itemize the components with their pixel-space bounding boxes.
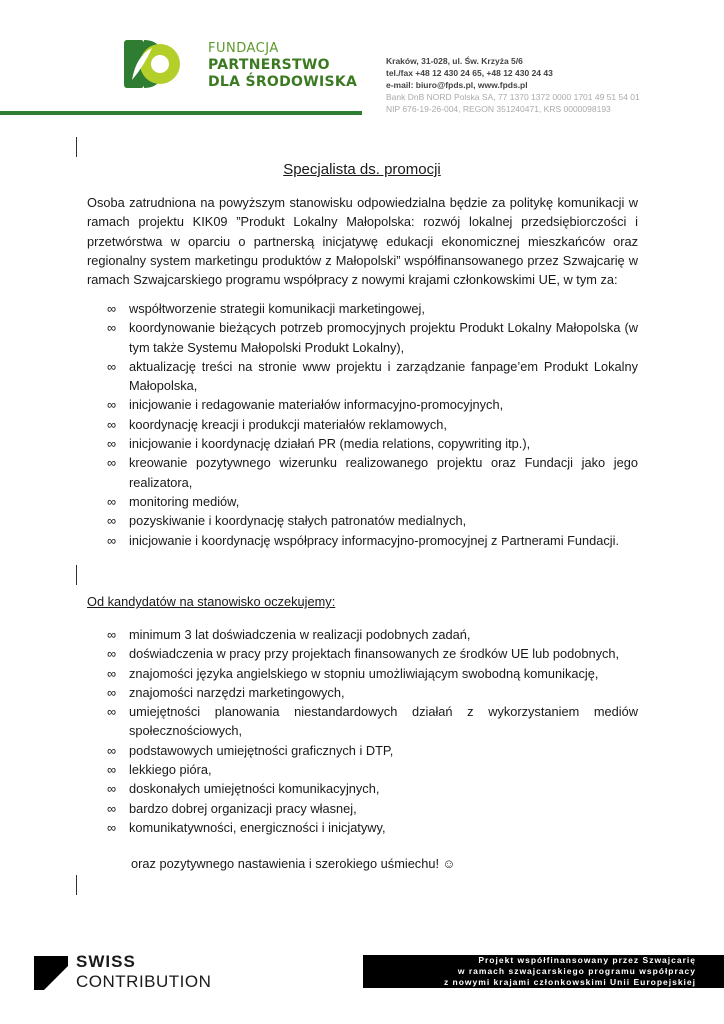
list-item-text: inicjowanie i koordynację działań PR (media relations, copywriting itp.), bbox=[129, 436, 531, 452]
bullet-icon: ∞ bbox=[107, 800, 117, 816]
project-funding-banner bbox=[363, 955, 724, 988]
swiss-line2: CONTRIBUTION bbox=[76, 972, 212, 991]
bullet-icon: ∞ bbox=[107, 646, 117, 662]
org-name-line2: PARTNERSTWO bbox=[208, 57, 330, 73]
list-item-text: inicjowanie i koordynację współpracy informacyjno-promocyjnej z Partnerami Fundacji. bbox=[129, 532, 620, 548]
bullet-icon: ∞ bbox=[107, 358, 117, 374]
requirements-heading: Od kandydatów na stanowisko oczekujemy: bbox=[87, 594, 336, 609]
bank-account: Bank DnB NORD Polska SA, 77 1370 1372 0000 1701 49 51 54 01 bbox=[386, 92, 640, 102]
list-item-text: znajomości narzędzi marketingowych, bbox=[129, 684, 345, 700]
list-item-text: współtworzenie strategii komunikacji marketingowej, bbox=[129, 301, 425, 316]
bullet-icon: ∞ bbox=[107, 513, 117, 529]
list-item-text: znajomości języka angielskiego w stopniu umożliwiającym swobodną komunikację, bbox=[129, 665, 599, 681]
bullet-icon: ∞ bbox=[107, 436, 117, 452]
list-item bbox=[87, 779, 638, 798]
list-item-text: monitoring mediów, bbox=[129, 493, 240, 509]
list-item-text: pozyskiwanie i koordynację stałych patronatów medialnych, bbox=[129, 513, 467, 529]
list-item bbox=[87, 760, 638, 779]
list-item bbox=[87, 299, 638, 318]
list-item bbox=[87, 415, 638, 434]
closing-sentence: oraz pozytywnego nastawienia i szerokiego uśmiechu! ☺ bbox=[131, 856, 456, 871]
swiss-line1: SWISS bbox=[76, 952, 136, 971]
swiss-contribution-wordmark bbox=[76, 952, 211, 992]
list-item-text: aktualizację treści na stronie www projektu i zarządzanie fanpage’em Produkt Lokalny Małopolska, bbox=[129, 358, 638, 394]
list-item bbox=[87, 395, 638, 414]
bullet-icon: ∞ bbox=[107, 665, 117, 681]
list-item-text: doświadczenia w pracy przy projektach finansowanych ze środków UE lub podobnych, bbox=[129, 646, 620, 662]
list-item-text: minimum 3 lat doświadczenia w realizacji podobnych zadań, bbox=[129, 627, 471, 642]
list-item bbox=[87, 702, 638, 741]
list-item bbox=[87, 683, 638, 702]
intro-paragraph: Osoba zatrudniona na powyższym stanowisku odpowiedzialna będzie za politykę komunikacji w ramach projektu KIK09 ”Produkt Lokalny Małopolska: rozwój lokalnej przedsiębiorczości i przetwórstwa w oparciu o partnerską inicjatywę edukacji ekonomicznej mieszkańców oraz regionalny system marketingu produktów z Małopolski” współfinansowanego przez Szwajcarię w ramach Szwajcarskiego programu współpracy z nowymi krajami członkowskimi UE, w tym za: bbox=[87, 195, 638, 288]
list-item bbox=[87, 799, 638, 818]
bullet-icon: ∞ bbox=[107, 301, 117, 316]
contact-email: e-mail: biuro@fpds.pl, www.fpds.pl bbox=[386, 80, 528, 90]
contact-address: Kraków, 31-028, ul. Św. Krzyża 5/6 bbox=[386, 56, 523, 66]
list-item-text: podstawowych umiejętności graficznych i DTP, bbox=[129, 742, 394, 758]
list-item bbox=[87, 434, 638, 453]
contact-phone: tel./fax +48 12 430 24 65, +48 12 430 24 43 bbox=[386, 68, 553, 78]
contact-block bbox=[386, 55, 640, 115]
duties-list bbox=[87, 299, 638, 550]
bullet-icon: ∞ bbox=[107, 742, 117, 758]
bullet-icon: ∞ bbox=[107, 684, 117, 700]
list-item bbox=[87, 741, 638, 760]
list-item bbox=[87, 818, 638, 837]
list-item bbox=[87, 664, 638, 683]
list-item bbox=[87, 492, 638, 511]
bullet-icon: ∞ bbox=[107, 532, 117, 548]
bullet-icon: ∞ bbox=[107, 320, 117, 336]
list-item bbox=[87, 318, 638, 357]
list-item-text: doskonałych umiejętności komunikacyjnych, bbox=[129, 781, 380, 797]
bullet-icon: ∞ bbox=[107, 762, 117, 778]
list-item-text: inicjowanie i redagowanie materiałów informacyjno-promocyjnych, bbox=[129, 397, 504, 413]
list-item-text: umiejętności planowania niestandardowych działań z wykorzystaniem mediów społecznościowych, bbox=[129, 704, 638, 739]
list-item-text: lekkiego pióra, bbox=[129, 762, 212, 778]
list-item bbox=[87, 625, 638, 644]
list-item-text: bardzo dobrej organizacji pracy własnej, bbox=[129, 800, 357, 816]
foundation-logo-icon bbox=[122, 36, 182, 92]
list-item bbox=[87, 531, 638, 550]
funding-line3: z nowymi krajami członkowskimi Unii Europejskiej bbox=[443, 977, 696, 987]
bullet-icon: ∞ bbox=[107, 493, 117, 509]
bullet-icon: ∞ bbox=[107, 416, 117, 432]
list-item bbox=[87, 644, 638, 663]
bullet-icon: ∞ bbox=[107, 781, 117, 797]
bullet-icon: ∞ bbox=[107, 704, 117, 720]
list-item bbox=[87, 453, 638, 492]
bullet-icon: ∞ bbox=[107, 455, 117, 471]
list-item bbox=[87, 357, 638, 396]
bullet-icon: ∞ bbox=[107, 627, 117, 642]
registry-numbers: NIP 676-19-26-004, REGON 351240471, KRS 0000098193 bbox=[386, 104, 611, 114]
bullet-icon: ∞ bbox=[107, 397, 117, 413]
list-item-text: koordynację kreacji i produkcji materiałów reklamowych, bbox=[129, 416, 447, 432]
list-item-text: kreowanie pozytywnego wizerunku realizowanego projektu oraz Fundacji jako jego realizatora, bbox=[129, 455, 638, 490]
header-divider bbox=[0, 111, 362, 115]
swiss-contribution-logo-icon bbox=[34, 956, 68, 990]
organization-name bbox=[208, 40, 357, 91]
margin-mark bbox=[76, 137, 77, 157]
bullet-icon: ∞ bbox=[107, 819, 117, 835]
funding-line1: Projekt współfinansowany przez Szwajcarię bbox=[478, 955, 696, 965]
margin-mark bbox=[76, 565, 77, 585]
page-title: Specjalista ds. promocji bbox=[283, 161, 441, 178]
list-item-text: komunikatywności, energiczności i inicjatywy, bbox=[129, 819, 386, 835]
margin-mark bbox=[76, 875, 77, 895]
funding-line2: w ramach szwajcarskiego programu współpracy bbox=[457, 966, 696, 976]
list-item bbox=[87, 511, 638, 530]
requirements-list bbox=[87, 625, 638, 837]
org-name-line3: DLA ŚRODOWISKA bbox=[208, 74, 358, 90]
org-name-line1: FUNDACJA bbox=[208, 41, 279, 56]
list-item-text: koordynowanie bieżących potrzeb promocyjnych projektu Produkt Lokalny Małopolska (w tym także Systemu Małopolski Produkt Lokalny), bbox=[129, 320, 638, 355]
